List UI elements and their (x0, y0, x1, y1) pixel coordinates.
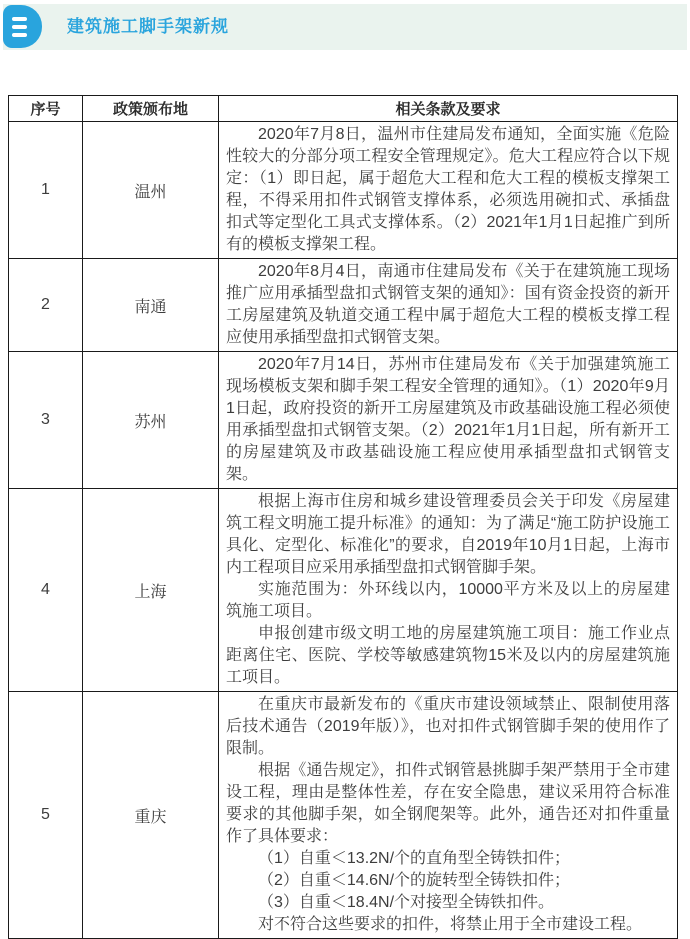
column-header-requirements: 相关条款及要求 (219, 96, 678, 122)
row-requirements (219, 352, 678, 489)
row-region: 上海 (83, 489, 219, 692)
row-number: 5 (9, 692, 83, 939)
table-row (9, 259, 678, 352)
table-row (9, 489, 678, 692)
policy-table (8, 95, 678, 939)
table-body (9, 122, 678, 939)
requirement-paragraph: （2）自重＜14.6N/个的旋转型全铸铁扣件； (258, 872, 571, 889)
section-header (3, 4, 687, 50)
menu-icon-bar (12, 25, 27, 29)
requirement-paragraph: 申报创建市级文明工地的房屋建筑施工项目：施工作业点距离住宅、医院、学校等敏感建筑物15米及以内的房屋建筑施工项目。 (226, 625, 670, 686)
table-row (9, 352, 678, 489)
column-header-region: 政策颁布地 (83, 96, 219, 122)
requirement-paragraph: 对不符合这些要求的扣件，将禁止用于全市建设工程。 (258, 916, 643, 933)
requirement-paragraph: 根据《通告规定》，扣件式钢管悬挑脚手架严禁用于全市建设工程，理由是整体性差，存在安全隐患，建议采用符合标准要求的其他脚手架，如全钢爬架等。此外，通告还对扣件重量作了具体要求： (226, 762, 670, 845)
row-requirements (219, 692, 678, 939)
table-header-row (9, 96, 678, 122)
requirement-paragraph: （1）自重＜13.2N/个的直角型全铸铁扣件； (258, 850, 571, 867)
row-number: 3 (9, 352, 83, 489)
requirement-paragraph: 2020年8月4日，南通市住建局发布《关于在建筑施工现场推广应用承插型盘扣式钢管支架的通知》：国有资金投资的新开工房屋建筑及轨道交通工程中属于超危大工程的模板支撑工程应使用承插型盘扣式钢管支架。 (226, 263, 670, 346)
row-region: 重庆 (83, 692, 219, 939)
requirement-paragraph: （3）自重＜18.4N/个对接型全铸铁扣件。 (258, 894, 555, 911)
row-requirements (219, 259, 678, 352)
column-header-number: 序号 (9, 96, 83, 122)
table-row (9, 122, 678, 259)
requirement-paragraph: 实施范围为：外环线以内，10000平方米及以上的房屋建筑施工项目。 (226, 581, 670, 620)
menu-icon-bar (12, 33, 27, 37)
row-requirements (219, 122, 678, 259)
requirement-paragraph: 根据上海市住房和城乡建设管理委员会关于印发《房屋建筑工程文明施工提升标准》的通知：为了满足“施工防护设施工具化、定型化、标准化”的要求，自2019年10月1日起，上海市内工程项目应采用承插型盘扣式钢管脚手架。 (226, 493, 670, 576)
table-row (9, 692, 678, 939)
row-region: 温州 (83, 122, 219, 259)
row-region: 苏州 (83, 352, 219, 489)
row-number: 4 (9, 489, 83, 692)
requirement-paragraph: 在重庆市最新发布的《重庆市建设领域禁止、限制使用落后技术通告（2019年版）》，也对扣件式钢管脚手架的使用作了限制。 (226, 696, 670, 757)
menu-icon-bar (12, 17, 27, 21)
menu-icon (3, 5, 42, 48)
requirement-paragraph: 2020年7月14日，苏州市住建局发布《关于加强建筑施工现场模板支架和脚手架工程安全管理的通知》。（1）2020年9月1日起，政府投资的新开工房屋建筑及市政基础设施工程必须使用承插型盘扣式钢管支架。（2）2021年1月1日起，所有新开工的房屋建筑及市政基础设施工程应使用承插型盘扣式钢管支架。 (226, 356, 670, 483)
requirement-paragraph: 2020年7月8日，温州市住建局发布通知，全面实施《危险性较大的分部分项工程安全管理规定》。危大工程应符合以下规定：（1）即日起，属于超危大工程和危大工程的模板支撑架工程，不得采用扣件式钢管支撑体系，必须选用碗扣式、承插盘扣式等定型化工具式支撑体系。（2）2021年1月1日起推广到所有的模板支撑架工程。 (226, 126, 670, 253)
row-number: 2 (9, 259, 83, 352)
row-number: 1 (9, 122, 83, 259)
page-title: 建筑施工脚手架新规 (67, 17, 229, 36)
row-requirements (219, 489, 678, 692)
row-region: 南通 (83, 259, 219, 352)
